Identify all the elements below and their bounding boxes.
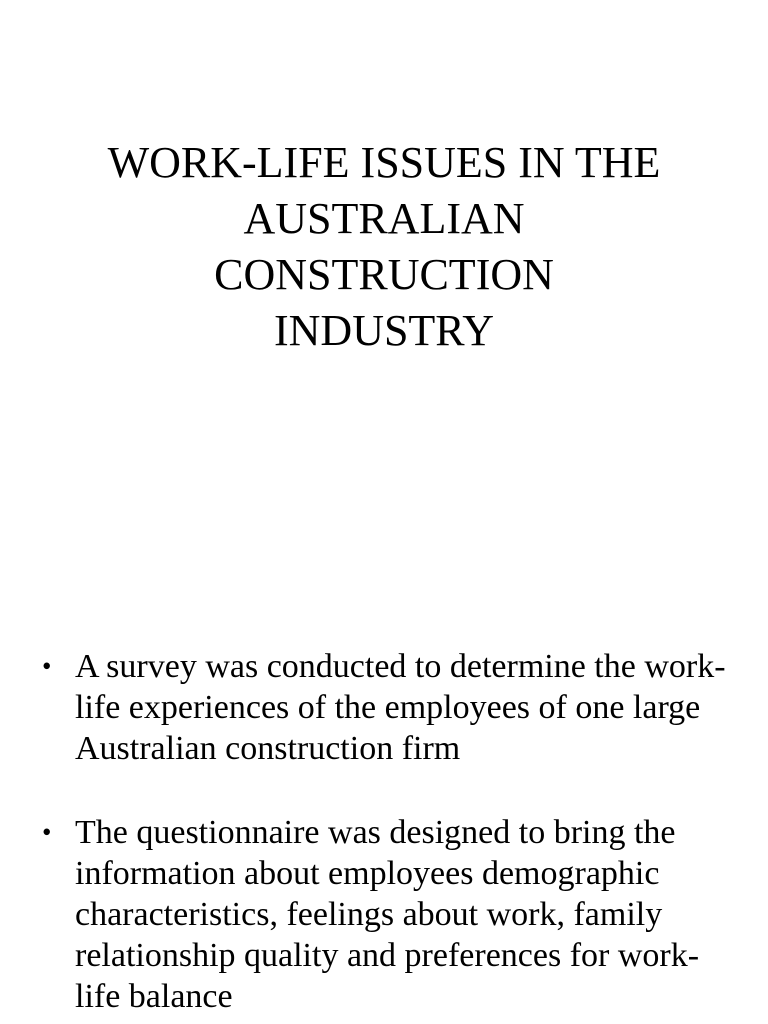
bullet-list <box>42 646 742 1017</box>
title-line-3: CONSTRUCTION <box>214 250 554 299</box>
title-line-1: WORK-LIFE ISSUES IN THE <box>107 138 661 187</box>
bullet-item-survey <box>42 646 742 769</box>
bullet-text-questionnaire: The questionnaire was designed to bring the information about employees demographic characteristics, feelings about work, family relationship quality and preferences for work-life balance <box>75 814 700 1015</box>
slide-title <box>0 135 768 359</box>
bullet-text-survey: A survey was conducted to determine the work-life experiences of the employees of one large Australian construction firm <box>75 648 726 767</box>
title-line-2: AUSTRALIAN <box>243 194 525 243</box>
bullet-item-questionnaire <box>42 812 742 1017</box>
title-line-4: INDUSTRY <box>273 306 495 355</box>
bullet-icon: • <box>42 817 52 847</box>
bullet-icon: • <box>42 651 52 681</box>
